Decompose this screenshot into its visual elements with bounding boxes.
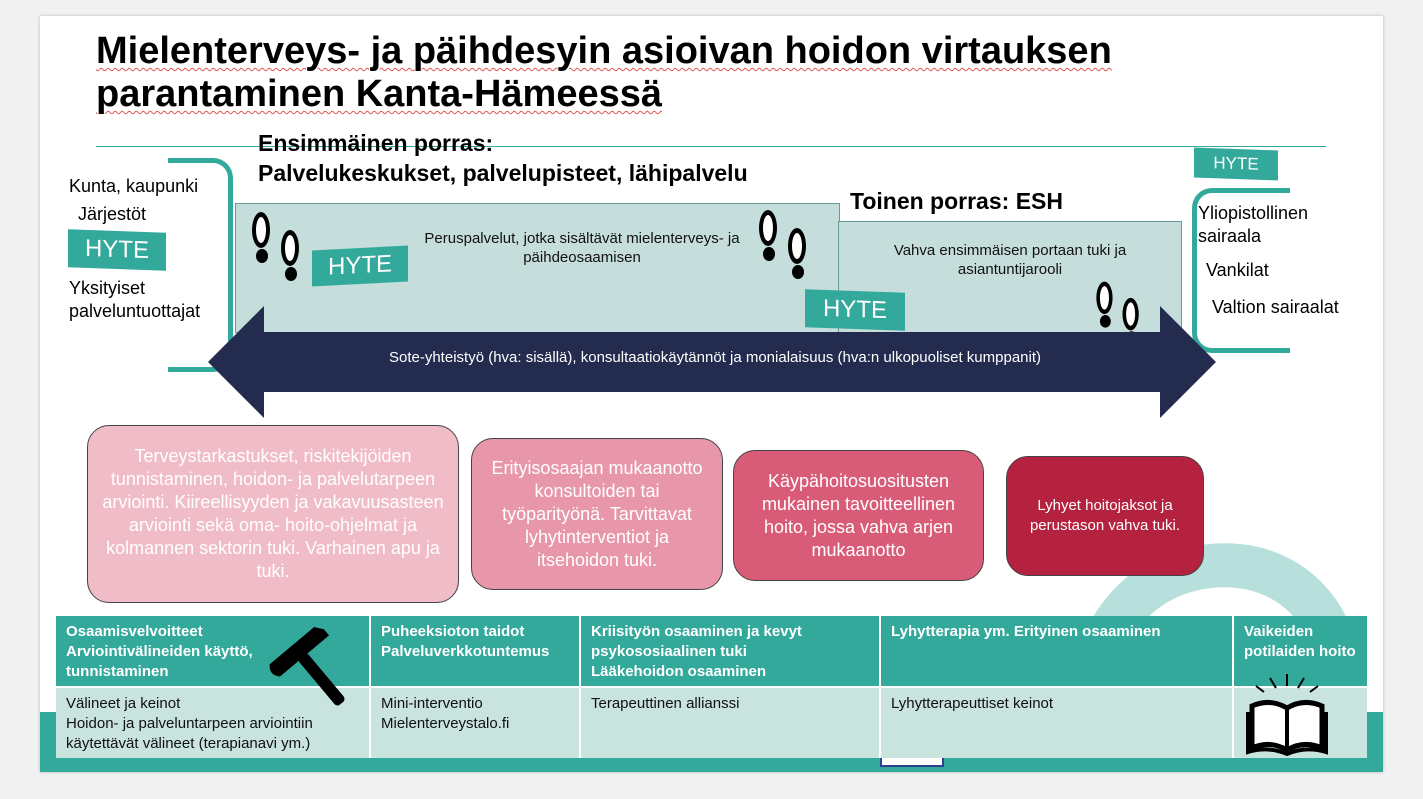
footprints-icon — [245, 208, 307, 290]
actor-valtion: Valtion sairaalat — [1212, 297, 1339, 317]
hyte-banner-first-tier: HYTE — [312, 245, 408, 286]
competence-table — [56, 616, 1367, 758]
actor-yliopisto: Yliopistollinen sairaala — [1198, 203, 1309, 246]
table-header: Puheeksioton taidot Palveluverkkotuntemus — [371, 616, 579, 686]
bubble-basic-services: Terveystarkastukset, riskitekijöiden tunnistaminen, hoidon- ja palvelutarpeen arviointi. Kiireellisyyden ja vakavuusasteen arviointi sekä oma- hoito-ohjelmat ja kolmannen sektorin tuki. Varhainen apu ja tuki. — [87, 425, 459, 603]
arrow-text: Sote-yhteistyö (hva: sisällä), konsultaatiokäytännöt ja monialaisuus (hva:n ulkopuoliset kumppanit) — [388, 349, 1041, 366]
table-cell: Lyhytterapeuttiset keinot — [881, 688, 1232, 758]
actor-yksityiset: Yksityiset palveluntuottajat — [69, 278, 201, 321]
first-tier-heading: Ensimmäinen porras: Palvelukeskukset, palvelupisteet, lähipalvelu — [258, 130, 748, 186]
table-cell: Mini-interventio Mielenterveystalo.fi — [371, 688, 579, 758]
footprints-icon — [752, 206, 814, 288]
second-tier-heading: Toinen porras: ESH — [850, 188, 1063, 214]
table-cell: Terapeuttinen allianssi — [581, 688, 879, 758]
hammer-icon — [262, 622, 362, 714]
actor-jarjestot: Järjestöt — [78, 204, 147, 224]
page-title: Mielenterveys- ja päihdesyin asioivan hoidon virtauksen parantaminen Kanta-Hämeessä — [96, 30, 1112, 115]
second-tier-box-text: Vahva ensimmäisen portaan tuki ja asiantuntijarooli — [893, 242, 1127, 278]
table-cell: Välineet ja keinot Hoidon- ja palveluntarpeen arviointiin käytettävät välineet (terapianavi ym.) — [56, 688, 369, 758]
table-header: Kriisityön osaaminen ja kevyt psykososiaalinen tuki Lääkehoidon osaaminen — [581, 616, 879, 686]
table-header: Vaikeiden potilaiden hoito — [1234, 616, 1367, 686]
bubble-guidelines: Käypähoitosuositusten mukainen tavoitteellinen hoito, jossa vahva arjen mukaanotto — [733, 450, 984, 581]
bubble-short-care: Lyhyet hoitojaksot ja perustason vahva tuki. — [1006, 456, 1204, 576]
table-header: Lyhytterapia ym. Erityinen osaaminen — [881, 616, 1232, 686]
hyte-banner-right: HYTE — [1194, 148, 1278, 181]
actor-vankilat: Vankilat — [1206, 260, 1269, 280]
hyte-banner-left: HYTE — [68, 229, 166, 270]
hyte-banner-second-tier: HYTE — [805, 289, 905, 330]
bubble-specialist: Erityisosaajan mukaanotto konsultoiden tai työparityönä. Tarvittavat lyhytinterventiot ja itsehoidon tuki. — [471, 438, 723, 590]
actor-kunta: Kunta, kaupunki — [69, 176, 199, 196]
first-tier-box-text: Peruspalvelut, jotka sisältävät mielenterveys- ja päihdeosaamisen — [424, 230, 740, 266]
slide — [40, 16, 1383, 772]
book-icon — [1246, 672, 1328, 756]
table-header: Osaamisvelvoitteet Arviointivälineiden käyttö, tunnistaminen — [56, 616, 369, 686]
